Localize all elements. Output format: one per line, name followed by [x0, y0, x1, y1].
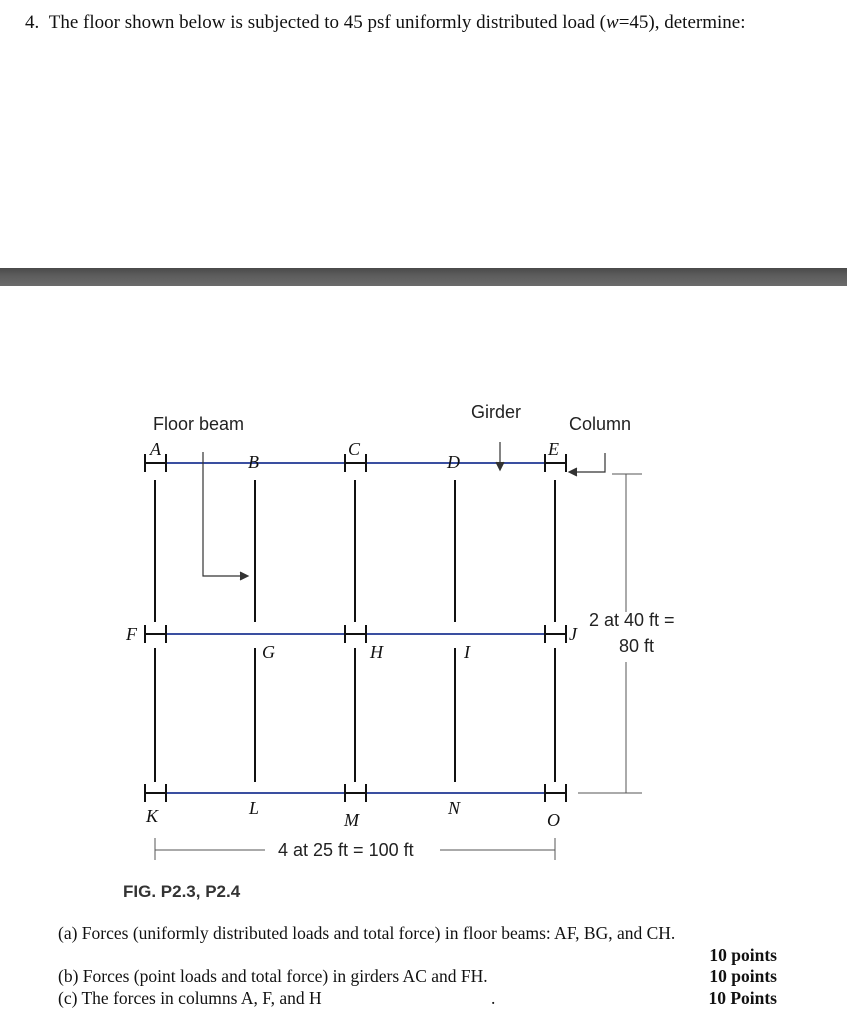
node-L: L	[249, 798, 260, 818]
floor-beam-leader	[203, 452, 246, 576]
column-F	[145, 625, 166, 643]
node-H: H	[370, 642, 383, 662]
column-label: Column	[569, 414, 632, 434]
column-O	[545, 784, 566, 802]
floor-beams	[155, 480, 555, 782]
node-C: C	[348, 439, 361, 459]
span-vertical-line1: 2 at 40 ft =	[589, 610, 675, 630]
floor-framing-figure	[0, 390, 847, 870]
page-divider	[0, 268, 847, 286]
task-b-points: 10 points	[709, 966, 777, 986]
node-B: B	[248, 452, 259, 472]
span-horizontal: 4 at 25 ft = 100 ft	[278, 840, 414, 860]
column-K	[145, 784, 166, 802]
column-M	[345, 784, 366, 802]
node-N: N	[448, 798, 461, 818]
task-c-points: 10 Points	[708, 988, 777, 1008]
node-G: G	[262, 642, 275, 662]
column-H	[345, 625, 366, 643]
girder-label: Girder	[471, 402, 522, 422]
figure-caption: FIG. P2.3, P2.4	[123, 882, 241, 901]
node-D: D	[447, 452, 460, 472]
span-vertical-line2: 80 ft	[619, 636, 655, 656]
node-F: F	[126, 624, 137, 644]
task-a: (a) Forces (uniformly distributed loads and total force) in floor beams: AF, BG, and CH.	[58, 923, 676, 943]
node-I: I	[464, 642, 470, 662]
question-title: 4. The floor shown below is subjected to 45 psf uniformly distributed load (w=45), determine:	[25, 12, 746, 33]
node-O: O	[547, 810, 560, 830]
dimensions	[155, 474, 642, 860]
task-c: (c) The forces in columns A, F, and H	[58, 988, 322, 1008]
stray-mark: .	[491, 988, 496, 1008]
task-a-points: 10 points	[709, 945, 777, 965]
node-M: M	[344, 810, 359, 830]
node-E: E	[548, 439, 559, 459]
node-K: K	[146, 806, 159, 826]
floor-beam-label: Floor beam	[153, 414, 245, 434]
girders	[160, 463, 545, 793]
task-b: (b) Forces (point loads and total force) in girders AC and FH.	[58, 966, 488, 986]
node-A: A	[150, 439, 161, 459]
node-J: J	[569, 624, 577, 644]
column-J	[545, 625, 566, 643]
